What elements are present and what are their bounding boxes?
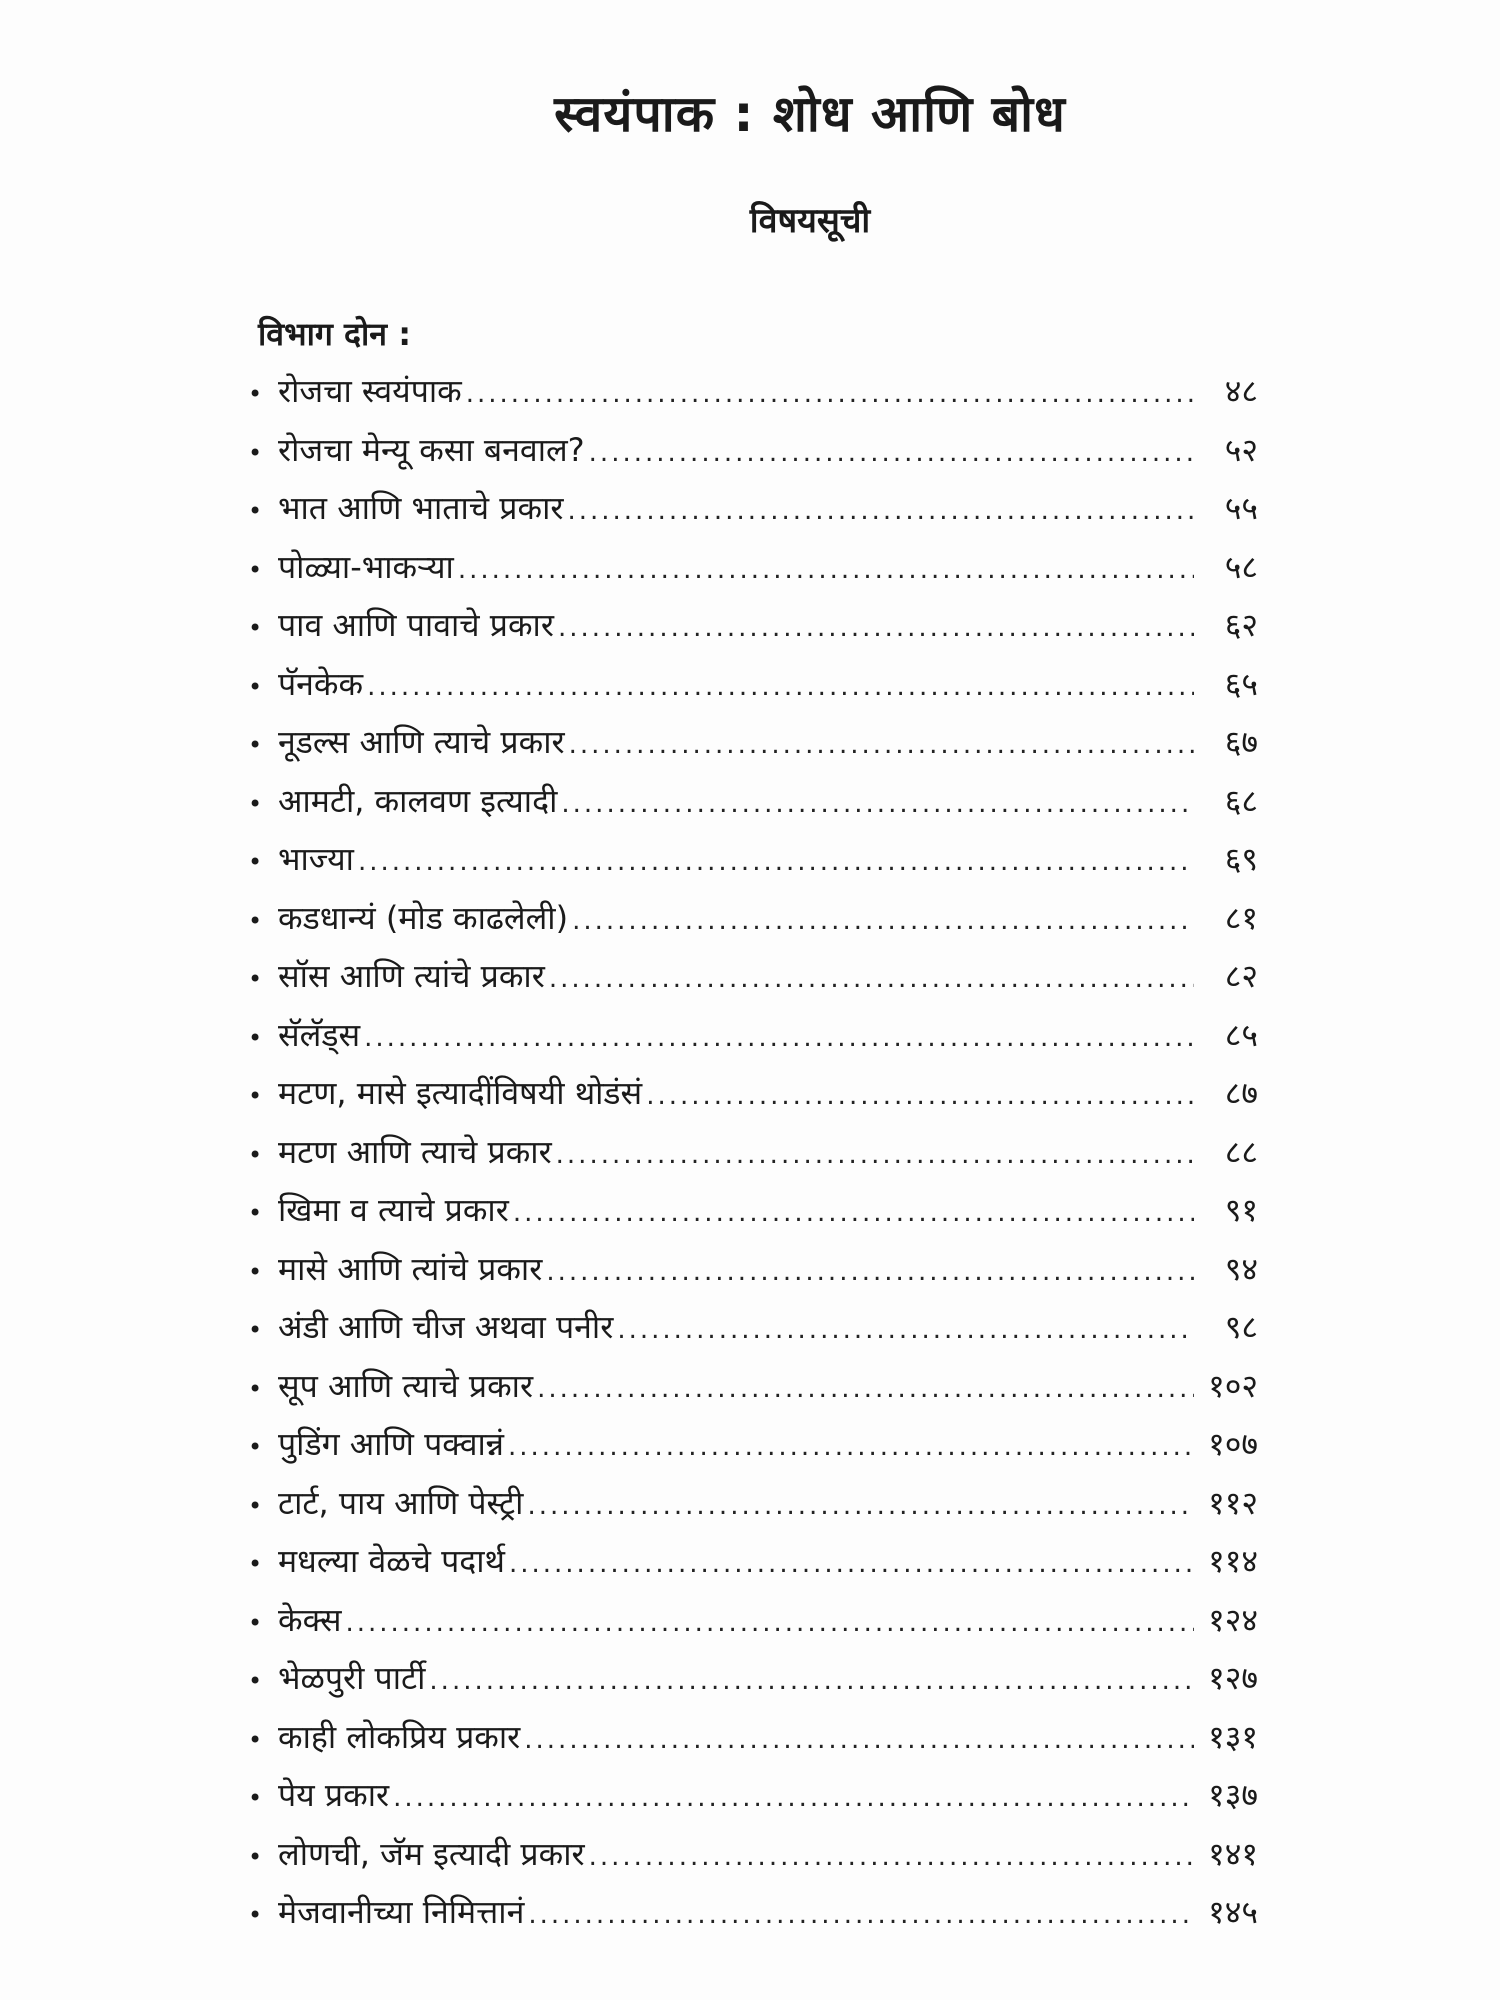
dot-leader — [509, 1535, 1194, 1593]
toc-entry-page: ६९ — [1224, 840, 1258, 878]
bullet-icon: • — [248, 1550, 263, 1578]
dot-leader — [546, 1243, 1194, 1301]
toc-entry-title: सूप आणि त्याचे प्रकार — [278, 1366, 534, 1405]
toc-entry — [248, 830, 1258, 889]
toc-entry-title: आमटी, कालवण इत्यादी — [278, 781, 558, 820]
bullet-icon: • — [248, 380, 263, 408]
dot-leader — [429, 1652, 1194, 1710]
toc-entry-page: १४५ — [1208, 1893, 1258, 1931]
toc-list — [248, 362, 1258, 1942]
bullet-icon: • — [248, 1608, 263, 1637]
dot-leader — [558, 599, 1194, 657]
toc-entry-page: १४१ — [1208, 1834, 1258, 1873]
toc-entry-page: ५८ — [1224, 547, 1258, 586]
toc-entry — [248, 1649, 1258, 1708]
toc-entry — [248, 479, 1258, 538]
bullet-icon: • — [248, 1784, 263, 1812]
bullet-icon: • — [248, 1316, 263, 1344]
dot-leader — [466, 365, 1194, 423]
bullet-icon: • — [248, 1901, 263, 1929]
dot-leader — [572, 892, 1194, 950]
bullet-icon: • — [248, 848, 263, 876]
dot-leader — [528, 1886, 1194, 1944]
dot-leader — [549, 950, 1194, 1008]
toc-entry-title: मधल्या वेळचे पदार्थ — [278, 1542, 505, 1580]
toc-entry — [248, 1181, 1258, 1240]
bullet-icon: • — [248, 1667, 263, 1695]
toc-entry-page: ६२ — [1224, 606, 1258, 644]
toc-entry-page: १२४ — [1208, 1600, 1258, 1639]
toc-entry — [248, 1415, 1258, 1474]
dot-leader — [345, 1594, 1194, 1652]
toc-entry-title: कडधान्यं (मोड काढलेली) — [278, 898, 569, 937]
toc-entry-page: ११२ — [1208, 1483, 1258, 1522]
bullet-icon: • — [248, 1491, 263, 1520]
bullet-icon: • — [248, 497, 263, 525]
toc-entry-title: पेय प्रकार — [278, 1776, 390, 1814]
dot-leader — [567, 482, 1194, 540]
toc-entry-title: सॅलॅड्स — [278, 1015, 361, 1054]
section-heading: विभाग दोन : — [258, 315, 411, 353]
toc-entry-page: ८५ — [1224, 1015, 1258, 1054]
toc-entry-page: ११४ — [1208, 1542, 1258, 1580]
toc-entry-title: मटण आणि त्याचे प्रकार — [278, 1132, 552, 1171]
toc-entry-page: १३१ — [1208, 1717, 1258, 1756]
toc-entry — [248, 772, 1258, 831]
toc-entry-page: १०२ — [1208, 1366, 1258, 1405]
toc-entry-title: पाव आणि पावाचे प्रकार — [278, 606, 554, 644]
bullet-icon: • — [248, 1082, 263, 1110]
toc-entry-page: ९४ — [1224, 1249, 1258, 1288]
dot-leader — [367, 658, 1194, 716]
toc-entry-page: ९८ — [1224, 1308, 1258, 1346]
dot-leader — [556, 1126, 1194, 1184]
toc-entry-page: १०७ — [1208, 1425, 1258, 1463]
bullet-icon: • — [248, 438, 263, 467]
toc-entry — [248, 1532, 1258, 1591]
toc-entry — [248, 1006, 1258, 1065]
toc-entry-title: रोजचा मेन्यू कसा बनवाल? — [278, 430, 585, 469]
toc-entry-title: भात आणि भाताचे प्रकार — [278, 489, 564, 527]
toc-entry-title: सॉस आणि त्यांचे प्रकार — [278, 957, 545, 995]
toc-entry — [248, 713, 1258, 772]
bullet-icon: • — [248, 1374, 263, 1403]
toc-entry-title: रोजचा स्वयंपाक — [278, 372, 462, 410]
toc-entry-title: काही लोकप्रिय प्रकार — [278, 1717, 521, 1756]
toc-entry — [248, 1766, 1258, 1825]
toc-entry-title: मेजवानीच्या निमित्तानं — [278, 1893, 525, 1931]
dot-leader — [458, 541, 1194, 599]
toc-entry — [248, 1240, 1258, 1299]
toc-entry — [248, 889, 1258, 948]
toc-entry-title: मटण, मासे इत्यादींविषयी थोडंसं — [278, 1074, 643, 1112]
toc-entry — [248, 538, 1258, 597]
toc-entry-title: लोणची, जॅम इत्यादी प्रकार — [278, 1834, 585, 1873]
bullet-icon: • — [248, 555, 263, 584]
toc-entry-page: ६८ — [1224, 781, 1258, 820]
toc-entry — [248, 362, 1258, 421]
toc-entry-page: १२७ — [1208, 1659, 1258, 1697]
toc-entry-title: मासे आणि त्यांचे प्रकार — [278, 1249, 543, 1288]
bullet-icon: • — [248, 1725, 263, 1754]
dot-leader — [364, 1009, 1194, 1067]
bullet-icon: • — [248, 789, 263, 818]
dot-leader — [358, 833, 1194, 891]
dot-leader — [393, 1769, 1194, 1827]
dot-leader — [513, 1184, 1194, 1242]
toc-entry-title: भेळपुरी पार्टी — [278, 1659, 426, 1697]
bullet-icon: • — [248, 731, 263, 759]
bullet-icon: • — [248, 1199, 263, 1227]
dot-leader — [646, 1067, 1194, 1125]
bullet-icon: • — [248, 1842, 263, 1871]
dot-leader — [537, 1360, 1194, 1418]
toc-entry-title: टार्ट, पाय आणि पेस्ट्री — [278, 1483, 524, 1522]
toc-entry-page: ८२ — [1224, 957, 1258, 995]
toc-entry-title: केक्स — [278, 1600, 342, 1639]
toc-entry — [248, 1474, 1258, 1533]
toc-entry-title: पोळ्या-भाकऱ्या — [278, 547, 454, 586]
book-title: स्वयंपाक : शोध आणि बोध — [554, 85, 1066, 143]
toc-entry-page: १३७ — [1208, 1776, 1258, 1814]
toc-entry-page: ४८ — [1224, 372, 1258, 410]
bullet-icon: • — [248, 1140, 263, 1169]
bullet-icon: • — [248, 614, 263, 642]
toc-entry-page: ८७ — [1224, 1074, 1258, 1112]
toc-entry — [248, 1708, 1258, 1767]
toc-entry — [248, 1064, 1258, 1123]
bullet-icon: • — [248, 965, 263, 993]
dot-leader — [569, 716, 1194, 774]
bullet-icon: • — [248, 672, 263, 701]
toc-entry — [248, 655, 1258, 714]
dot-leader — [527, 1477, 1194, 1535]
toc-entry-title: अंडी आणि चीज अथवा पनीर — [278, 1308, 614, 1346]
dot-leader — [589, 1828, 1194, 1886]
dot-leader — [589, 424, 1194, 482]
toc-entry-title: नूडल्स आणि त्याचे प्रकार — [278, 723, 565, 761]
toc-entry-page: ६५ — [1224, 664, 1258, 703]
dot-leader — [508, 1418, 1194, 1476]
toc-entry — [248, 421, 1258, 480]
toc-entry — [248, 1357, 1258, 1416]
toc-entry-page: ९१ — [1224, 1191, 1258, 1229]
toc-entry — [248, 1298, 1258, 1357]
toc-entry-page: ५२ — [1224, 430, 1258, 469]
toc-entry — [248, 947, 1258, 1006]
toc-heading: विषयसूची — [749, 201, 871, 241]
bullet-icon: • — [248, 906, 263, 935]
toc-entry-page: ६७ — [1224, 723, 1258, 761]
toc-entry — [248, 1123, 1258, 1182]
toc-entry-title: पॅनकेक — [278, 664, 364, 703]
dot-leader — [561, 775, 1194, 833]
toc-entry — [248, 1591, 1258, 1650]
bullet-icon: • — [248, 1023, 263, 1052]
bullet-icon: • — [248, 1433, 263, 1461]
toc-entry — [248, 596, 1258, 655]
toc-entry-title: भाज्या — [278, 840, 354, 878]
toc-entry — [248, 1825, 1258, 1884]
toc-entry-page: ५५ — [1224, 489, 1258, 527]
dot-leader — [524, 1711, 1194, 1769]
toc-entry-title: पुडिंग आणि पक्वान्नं — [278, 1425, 505, 1463]
toc-entry — [248, 1883, 1258, 1942]
toc-entry-title: खिमा व त्याचे प्रकार — [278, 1191, 509, 1229]
toc-entry-page: ८१ — [1224, 898, 1258, 937]
bullet-icon: • — [248, 1257, 263, 1286]
toc-entry-page: ८८ — [1224, 1132, 1258, 1171]
dot-leader — [617, 1301, 1194, 1359]
